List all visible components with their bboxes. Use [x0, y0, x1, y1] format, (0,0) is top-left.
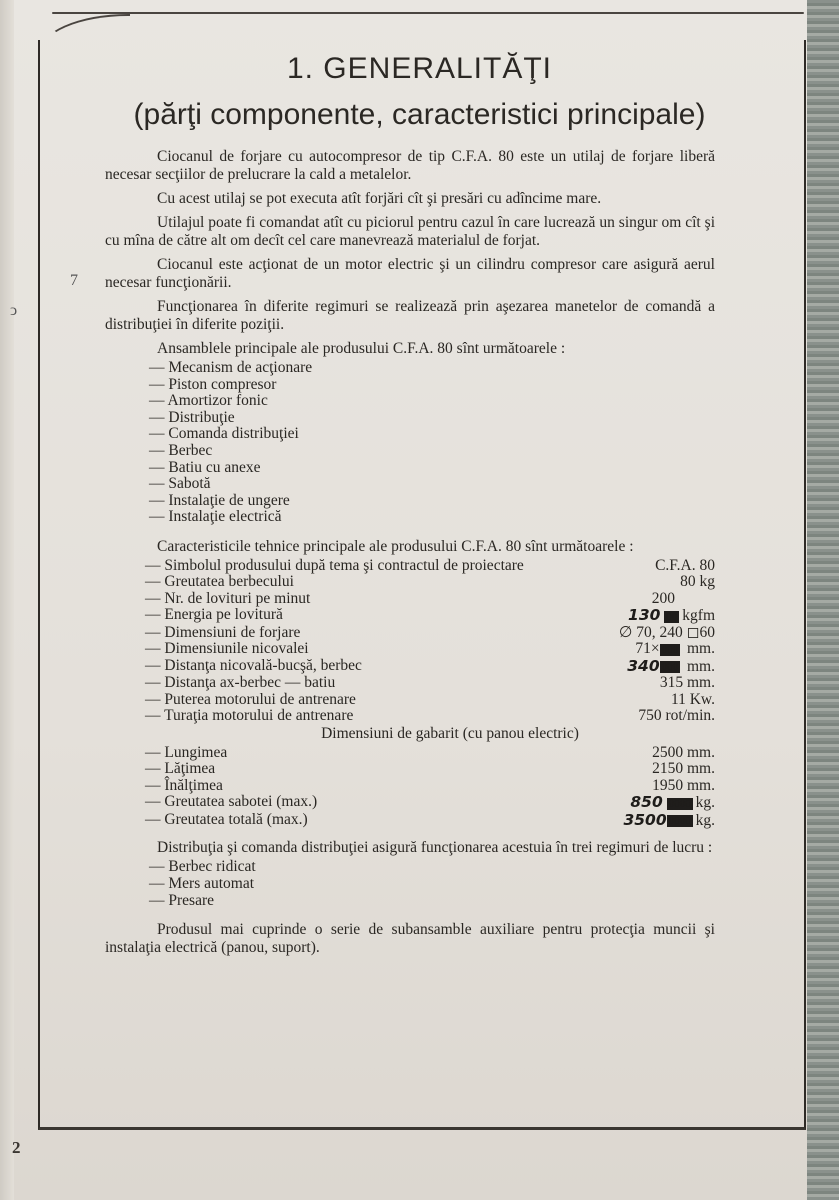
spec-label: — Greutatea berbecului	[145, 574, 294, 591]
overall-dimensions-heading: Dimensiuni de gabarit (cu panou electric)	[321, 724, 579, 742]
handwritten-correction: 130	[628, 606, 661, 625]
spec-value: 80 kg	[680, 573, 715, 591]
margin-mark-handwritten: 7	[70, 272, 78, 289]
spec-value: 750 rot/min.	[638, 707, 715, 725]
struck-out-value: 0000	[668, 815, 691, 828]
spec-value-group	[635, 641, 715, 658]
spec-value: 11 Kw.	[670, 690, 715, 708]
background-left	[0, 0, 14, 1200]
list-item: — Berbec	[149, 443, 715, 460]
dim-value-group	[623, 812, 715, 830]
dim-label: — Înălţimea	[145, 778, 223, 795]
spec-unit: mm.	[687, 657, 715, 675]
paragraph-modes-intro: Distribuţia şi comanda distribuţiei asigură funcţionarea acestuia în trei regimuri de lucru :	[157, 839, 713, 857]
list-item: — Piston compresor	[149, 377, 715, 394]
spec-value: ∅ 70, 240 ◻60	[618, 623, 715, 641]
paragraph-control: Utilajul poate fi comandat atît cu piciorul pentru cazul în care lucrează un singur om cît şi cu mîna de către alt om decît cel care manevrează materialul de forjat.	[105, 214, 715, 249]
struck-out-value: 000	[661, 661, 679, 674]
spec-label: — Distanţa nicovală-bucşă, berbec	[145, 658, 362, 676]
dim-row	[145, 745, 715, 762]
list-item: — Presare	[149, 893, 715, 910]
handwritten-correction: 3500	[623, 810, 667, 829]
list-item: — Mers automat	[149, 876, 715, 893]
struck-out-value: 00	[666, 610, 678, 623]
handwritten-correction: 850	[630, 793, 663, 812]
spec-unit: mm.	[687, 640, 715, 658]
spec-row	[145, 708, 715, 725]
dim-unit: kg.	[695, 811, 715, 829]
list-item: — Mecanism de acţionare	[149, 360, 715, 377]
spec-row	[145, 641, 715, 658]
list-item: — Distribuţie	[149, 410, 715, 427]
background-right-surface	[807, 0, 839, 1200]
dim-value: 1950 mm.	[652, 776, 715, 794]
spec-row	[145, 625, 715, 642]
spec-label: — Distanţa ax-berbec — batiu	[145, 675, 335, 692]
list-item: — Batiu cu anexe	[149, 460, 715, 477]
page-title: 1. GENERALITĂŢI	[286, 52, 553, 85]
spec-value: 315 mm.	[659, 674, 715, 692]
struck-out-value: 0000	[668, 797, 691, 810]
spec-label: — Turaţia motorului de antrenare	[145, 708, 353, 725]
spec-row	[145, 591, 715, 608]
spec-label: — Puterea motorului de antrenare	[145, 692, 356, 709]
paragraph-assemblies-intro: Ansamblele principale ale produsului C.F.A. 80 sînt următoarele :	[157, 340, 566, 357]
dim-row	[145, 794, 715, 812]
spec-value: C.F.A. 80	[655, 556, 715, 574]
spec-row	[145, 675, 715, 692]
spec-label: — Dimensiunile nicovalei	[145, 641, 309, 658]
paragraph-intro: Ciocanul de forjare cu autocompresor de tip C.F.A. 80 este un utilaj de forjare liberă necesar secţiilor de prelucrare la cald a metalelor.	[105, 148, 715, 183]
spec-label: — Simbolul produsului după tema şi contractul de proiectare	[145, 558, 524, 575]
specs-table	[145, 558, 715, 830]
paragraph-operation: Funcţionarea în diferite regimuri se realizează prin aşezarea manetelor de comandă a distribuţiei în diferite poziţii.	[105, 298, 715, 333]
dim-label: — Lungimea	[145, 745, 227, 762]
dim-value: 2500 mm.	[652, 743, 715, 761]
dim-row	[145, 761, 715, 778]
list-item: — Sabotă	[149, 476, 715, 493]
page-number: 2	[12, 1138, 21, 1157]
dim-unit: kg.	[695, 794, 715, 812]
modes-list	[149, 859, 715, 909]
list-item: — Instalaţie electrică	[149, 509, 715, 526]
list-item: — Comanda distribuţiei	[149, 426, 715, 443]
spec-row	[145, 574, 715, 591]
spec-row	[145, 558, 715, 575]
spec-value-group	[628, 607, 715, 625]
paragraph-specs-intro: Caracteristicile tehnice principale ale produsului C.F.A. 80 sînt următoarele :	[157, 537, 634, 555]
spec-value: 200	[651, 589, 675, 607]
spec-row	[145, 658, 715, 676]
spec-value-group	[627, 658, 715, 676]
dim-label: — Lăţimea	[145, 761, 215, 778]
list-item: — Amortizor fonic	[149, 393, 715, 410]
list-item: — Instalaţie de ungere	[149, 493, 715, 510]
spec-value: 71×	[635, 640, 660, 658]
dim-row	[145, 778, 715, 795]
paragraph-closing: Produsul mai cuprinde o serie de subansamble auxiliare pentru protecţia muncii şi instalaţia electrică (panou, suport).	[105, 921, 715, 957]
list-item: — Berbec ridicat	[149, 859, 715, 876]
page-subtitle: (părţi componente, caracteristici principale)	[133, 98, 706, 131]
dim-value: 2150 mm.	[652, 760, 715, 778]
paragraph-motor: Ciocanul este acţionat de un motor electric şi un cilindru compresor care asigură aerul necesar funcţionării.	[105, 256, 715, 291]
struck-out-value: 000	[661, 643, 679, 656]
paragraph-capability: Cu acest utilaj se pot executa atît forjări cît şi presări cu adîncime mare.	[157, 190, 602, 207]
spec-row	[145, 692, 715, 709]
handwritten-correction: 340	[627, 656, 660, 675]
spec-label: — Energia pe lovitură	[145, 607, 283, 625]
assemblies-list	[149, 360, 715, 526]
dim-label: — Greutatea sabotei (max.)	[145, 794, 317, 812]
dim-label: — Greutatea totală (max.)	[145, 812, 308, 830]
margin-mark-left: ↄ	[10, 302, 18, 319]
dim-value-group	[630, 794, 715, 812]
spec-label: — Dimensiuni de forjare	[145, 625, 300, 642]
spec-label: — Nr. de lovituri pe minut	[145, 591, 310, 608]
top-border-rule	[52, 12, 804, 14]
dim-row	[145, 812, 715, 830]
spec-row	[145, 607, 715, 625]
spec-unit: kgfm	[682, 607, 715, 625]
document-body	[105, 148, 715, 963]
